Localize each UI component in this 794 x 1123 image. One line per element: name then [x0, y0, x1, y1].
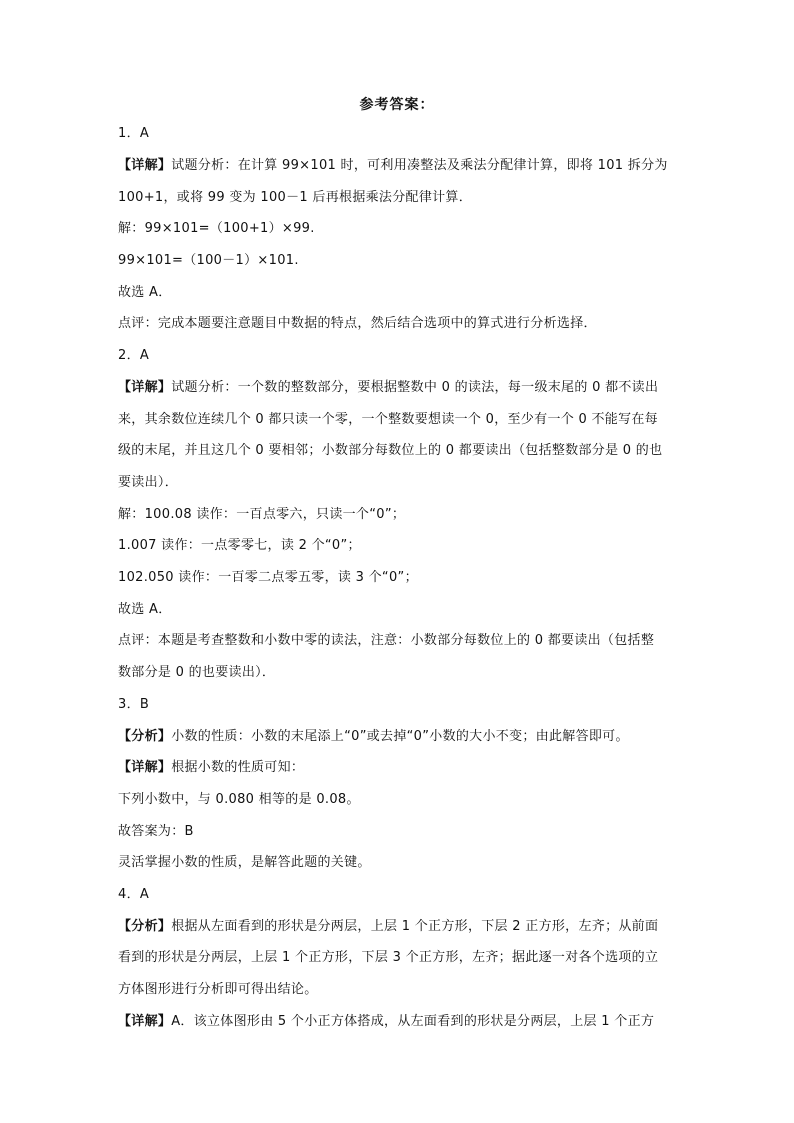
line-tag: 【详解】	[118, 158, 172, 173]
text-line	[118, 505, 678, 525]
text-line	[118, 378, 678, 398]
line-text: 级的末尾，并且这几个 0 要相邻；小数部分每数位上的 0 都要读出（包括整数部分是 0 的也	[118, 443, 663, 458]
text-line	[118, 790, 678, 810]
line-tag: 【详解】	[118, 1014, 172, 1029]
line-text: 点评：本题是考查整数和小数中零的读法，注意：小数部分每数位上的 0 都要读出（包括整	[118, 633, 655, 648]
line-text: 1.007 读作：一点零零七，读 2 个“0”；	[118, 538, 361, 553]
line-tag: 【分析】	[118, 729, 172, 744]
line-tag: 【分析】	[118, 919, 172, 934]
text-line	[118, 948, 678, 968]
text-line	[118, 853, 678, 873]
line-text: 看到的形状是分两层，上层 1 个正方形，下层 3 个正方形，左齐；据此逐一对各个选项的立	[118, 950, 659, 965]
page-title: 参考答案：	[359, 97, 435, 113]
text-line	[118, 188, 678, 208]
text-line	[118, 441, 678, 461]
line-text: 要读出）．	[118, 475, 179, 490]
text-line	[118, 980, 678, 1000]
line-text: 点评：完成本题要注意题目中数据的特点，然后结合选项中的算式进行分析选择．	[118, 316, 597, 331]
line-text: 根据小数的性质可知：	[171, 760, 305, 775]
text-line	[118, 568, 678, 588]
line-text: 根据从左面看到的形状是分两层，上层 1 个正方形，下层 2 正方形，左齐；从前面	[171, 919, 659, 934]
text-line	[118, 917, 678, 937]
line-text: 102.050 读作：一百零二点零五零，读 3 个“0”；	[118, 570, 418, 585]
text-line	[118, 822, 678, 842]
line-text: 故选 A．	[118, 285, 172, 300]
line-text: 来，其余数位连续几个 0 都只读一个零，一个整数要想读一个 0，至少有一个 0 不能写在每	[118, 412, 658, 427]
line-text: 99×101=（100－1）×101.	[118, 253, 299, 268]
line-text: 100+1，或将 99 变为 100－1 后再根据乘法分配律计算．	[118, 190, 473, 205]
text-line	[118, 1012, 678, 1032]
line-text: 3．B	[118, 697, 150, 712]
text-line	[118, 219, 678, 239]
line-text: 4．A	[118, 887, 150, 902]
text-line	[118, 410, 678, 430]
line-text: 下列小数中，与 0.080 相等的是 0.08。	[118, 792, 360, 807]
text-line	[118, 758, 678, 778]
text-line	[118, 314, 678, 334]
line-tag: 【详解】	[118, 760, 172, 775]
text-line	[118, 124, 678, 144]
line-text: A．该立体图形由 5 个小正方体搭成，从左面看到的形状是分两层，上层 1 个正方	[171, 1014, 655, 1029]
line-text: 试题分析：在计算 99×101 时，可利用凑整法及乘法分配律计算，即将 101 拆分为	[171, 158, 668, 173]
line-text: 2．A	[118, 348, 150, 363]
text-line	[118, 695, 678, 715]
text-line	[118, 473, 678, 493]
line-text: 1．A	[118, 126, 150, 141]
line-text: 故答案为：B	[118, 824, 194, 839]
text-line	[118, 600, 678, 620]
line-text: 解：100.08 读作：一百点零六，只读一个“0”；	[118, 507, 406, 522]
text-line	[118, 156, 678, 176]
text-line	[118, 885, 678, 905]
text-line	[118, 536, 678, 556]
line-text: 故选 A．	[118, 602, 172, 617]
text-line	[118, 346, 678, 366]
line-text: 试题分析：一个数的整数部分，要根据整数中 0 的读法，每一级末尾的 0 都不读出	[171, 380, 659, 395]
text-line	[118, 727, 678, 747]
line-tag: 【详解】	[118, 380, 172, 395]
line-text: 方体图形进行分析即可得出结论。	[118, 982, 318, 997]
line-text: 解：99×101=（100+1）×99.	[118, 221, 315, 236]
text-line	[118, 631, 678, 651]
line-text: 灵活掌握小数的性质，是解答此题的关键。	[118, 855, 371, 870]
text-line	[118, 251, 678, 271]
text-line	[118, 283, 678, 303]
text-line	[118, 663, 678, 683]
line-text: 小数的性质：小数的末尾添上“0”或去掉“0”小数的大小不变；由此解答即可。	[171, 729, 629, 744]
line-text: 数部分是 0 的也要读出）．	[118, 665, 276, 680]
